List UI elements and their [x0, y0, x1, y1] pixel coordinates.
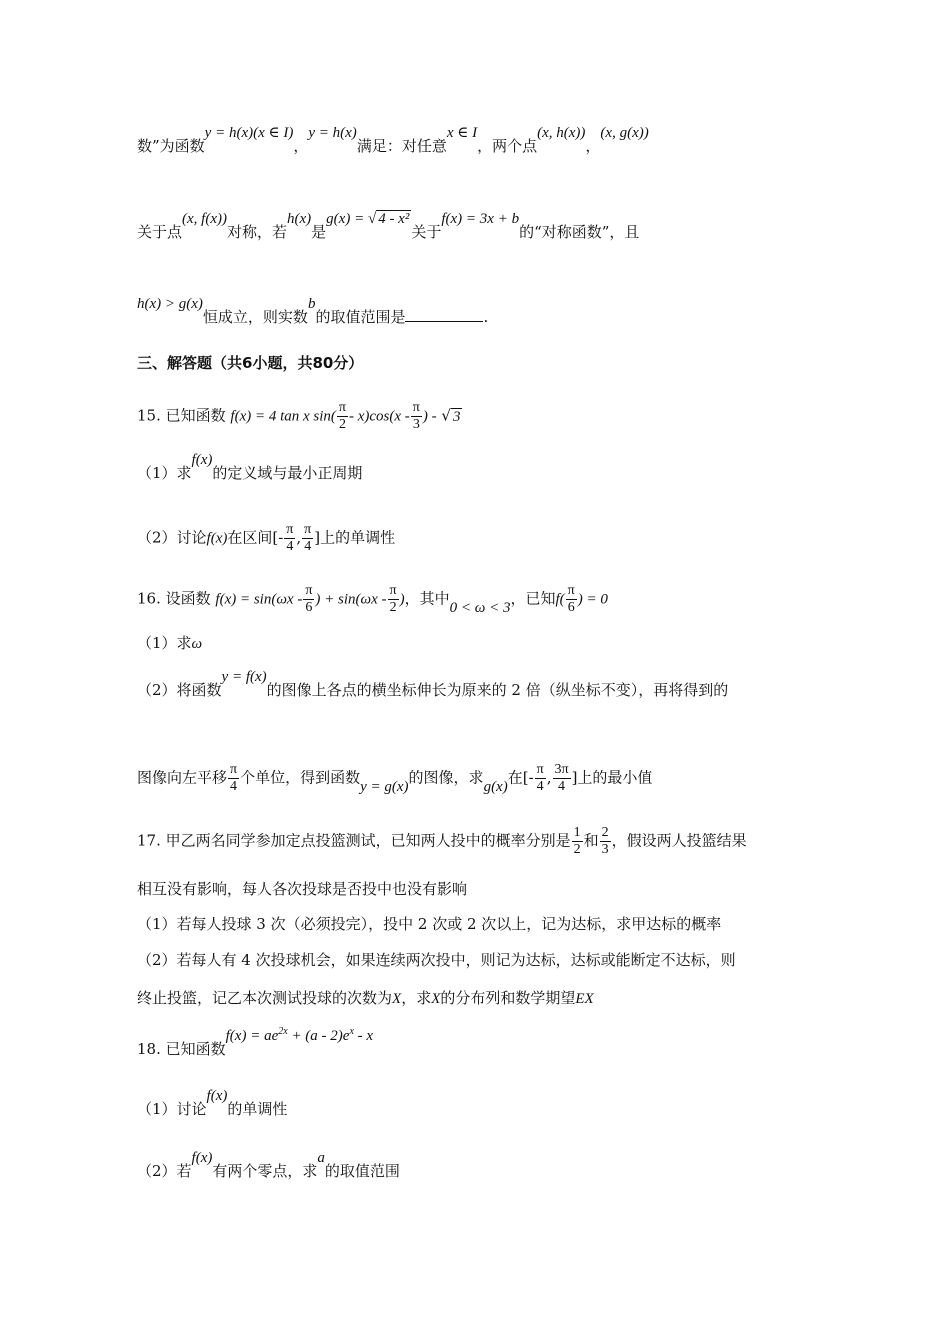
math: [226, 1028, 373, 1044]
text: 满足：对任意: [356, 137, 447, 155]
math: ) = 0: [577, 591, 608, 608]
q17-part-2: （2）若每人有 4 次投球机会，如果连续两次投中，则记为达标，达标或能断定不达标，则: [137, 951, 736, 969]
math: y = g(x): [360, 778, 409, 795]
fraction: [284, 522, 295, 555]
text: 个单位，得到函数: [240, 768, 361, 787]
fraction: [553, 762, 571, 795]
text: 17. 甲乙两名同学参加定点投篮测试，已知两人投中的概率分别是: [137, 831, 571, 850]
numerator: 1: [573, 825, 581, 840]
text: （2）将函数: [137, 681, 222, 699]
fraction: [535, 762, 546, 795]
text: 的取值范围是: [315, 308, 406, 326]
text: ，已知: [510, 589, 556, 608]
math-text: + (a - 2)e: [287, 1028, 350, 1044]
numerator: 3π: [554, 762, 569, 777]
q16-part-2: [137, 669, 729, 701]
question-label: 15. 已知函数: [137, 406, 226, 425]
fraction: [566, 583, 577, 616]
q17-stem: [137, 825, 747, 858]
q16-part-1: [137, 633, 202, 654]
text: 数”为函数: [137, 137, 205, 155]
fraction: [302, 522, 313, 555]
text: ,: [546, 768, 552, 787]
denominator: 4: [304, 539, 312, 554]
math: x ∈ I: [446, 125, 478, 141]
math: f(x): [191, 452, 213, 468]
math: f(: [555, 591, 565, 608]
math: b: [307, 296, 316, 312]
q17-stem-cont: 相互没有影响，每人各次投球是否投中也没有影响: [137, 880, 468, 898]
text: 在区间[-: [227, 528, 284, 547]
math: y = h(x)(x ∈ I): [204, 125, 294, 141]
numerator: π: [305, 583, 313, 598]
math: (x, g(x)): [600, 125, 649, 141]
text: 终止投篮，记乙本次测试投球的次数为: [137, 989, 393, 1007]
math: g(x) = √ 4 - x²: [326, 211, 410, 227]
text: （1）求: [137, 464, 192, 482]
text: 关于点: [137, 223, 183, 241]
text: 的“对称函数”，且: [519, 223, 640, 241]
q16-stem: [137, 583, 608, 616]
superscript: 2x: [278, 1026, 288, 1037]
math: f(x) = sin(ωx -: [215, 591, 303, 608]
question-label: 16. 设函数: [137, 589, 211, 608]
q16-part-2-cont: [137, 762, 652, 795]
text: ，: [585, 137, 601, 155]
math: h(x): [287, 211, 312, 227]
text: ，假设两人投篮结果: [611, 831, 747, 850]
fraction: [228, 762, 239, 795]
math: f(x): [206, 530, 228, 547]
q15-part-2: [137, 522, 395, 555]
math: X: [392, 991, 402, 1007]
text: 是: [311, 223, 327, 241]
denominator: 2: [338, 417, 346, 432]
text: ]上的单调性: [314, 528, 396, 547]
fraction: [303, 583, 314, 616]
text: 的图像上各点的横坐标伸长为原来的 2 倍（纵坐标不变），再将得到的: [266, 681, 729, 699]
numerator: π: [286, 522, 294, 537]
text: ，求: [401, 989, 432, 1007]
denominator: 6: [567, 600, 575, 615]
answer-blank: [405, 307, 483, 322]
text: 图像向左平移: [137, 768, 228, 787]
math: ): [399, 591, 405, 608]
q17-part-1: （1）若每人投球 3 次（必须投完），投中 2 次或 2 次以上，记为达标，求甲达标的概率: [137, 915, 722, 933]
math: g(x): [483, 778, 508, 795]
q15-part-1: [137, 452, 363, 484]
math-text: f(x) = ae: [225, 1028, 279, 1044]
denominator: 3: [601, 842, 609, 857]
numerator: π: [412, 400, 420, 415]
q14-line-3: [137, 296, 489, 328]
math-text: - x: [353, 1028, 374, 1044]
text: ,: [296, 528, 302, 547]
text: .: [483, 308, 489, 326]
math: f(x) = 4 tan x sin(: [230, 408, 336, 425]
math: y = f(x): [221, 669, 267, 685]
text: ，其中: [404, 589, 450, 608]
text: （2）若: [137, 1162, 192, 1180]
fraction: [337, 400, 348, 433]
math: f(x): [191, 1150, 213, 1166]
text: 的图像，求: [408, 768, 484, 787]
math: f(x) = 3x + b: [441, 211, 520, 227]
math: f(x): [206, 1088, 228, 1104]
text: 的取值范围: [324, 1162, 400, 1180]
text: 恒成立，则实数: [202, 308, 308, 326]
text: ，: [293, 137, 309, 155]
math: 0 < ω < 3: [449, 599, 511, 616]
math: - x)cos(x -: [349, 408, 410, 425]
math: a: [317, 1150, 325, 1166]
q15-stem: 15. 已知函数 f(x) = 4 tan x sin( $\frac{\pi}{2}$ - x)cos(x - $\frac{\pi}{3}$ ) - √ 3: [137, 400, 461, 432]
denominator: 3: [412, 417, 420, 432]
numerator: π: [304, 522, 312, 537]
denominator: 2: [389, 600, 397, 615]
math: (x, h(x)): [537, 125, 586, 141]
numerator: π: [230, 762, 238, 777]
q14-line-2: [137, 211, 640, 243]
section-title: 三、解答题（共6小题，共80分）: [137, 354, 364, 372]
text: 对称，若: [226, 223, 287, 241]
math: ω: [191, 636, 203, 652]
radicand: 3: [452, 408, 461, 425]
math: EX: [575, 991, 594, 1007]
fraction: [600, 825, 611, 858]
math: h(x) > g(x): [137, 296, 203, 312]
numerator: π: [536, 762, 544, 777]
q17-part-2-cont: [137, 988, 594, 1009]
text: （2）讨论: [137, 528, 207, 547]
math: ) + sin(ωx -: [315, 591, 387, 608]
denominator: 4: [230, 779, 238, 794]
fraction: [411, 400, 422, 433]
text: 和: [583, 831, 599, 850]
numerator: π: [567, 583, 575, 598]
math: X: [431, 991, 441, 1007]
denominator: 4: [286, 539, 294, 554]
text: （1）讨论: [137, 1100, 207, 1118]
numerator: π: [338, 400, 346, 415]
fraction: [388, 583, 399, 616]
text: 在[-: [507, 768, 534, 787]
math: y = h(x): [308, 125, 357, 141]
math: (x, f(x)): [182, 211, 227, 227]
numerator: 2: [601, 825, 609, 840]
text: ，两个点: [477, 137, 538, 155]
superscript: x: [349, 1026, 354, 1037]
q18-stem: [137, 1026, 374, 1060]
numerator: π: [389, 583, 397, 598]
denominator: 4: [536, 779, 544, 794]
text: 有两个零点，求: [212, 1162, 318, 1180]
text: 的分布列和数学期望: [440, 989, 576, 1007]
text: 的定义域与最小正周期: [212, 464, 363, 482]
math: ) -: [422, 408, 437, 425]
text: （1）求: [137, 634, 192, 652]
math-text: g(x) =: [326, 211, 368, 227]
radicand: 4 - x²: [378, 211, 410, 227]
text: ]上的最小值: [571, 768, 653, 787]
question-label: 18. 已知函数: [137, 1040, 226, 1058]
denominator: 4: [558, 779, 566, 794]
q18-part-2: [137, 1150, 400, 1182]
fraction: [572, 825, 583, 858]
text: 关于: [411, 223, 442, 241]
text: 的单调性: [227, 1100, 288, 1118]
denominator: 6: [305, 600, 313, 615]
q14-line-1: [137, 125, 649, 157]
q18-part-1: [137, 1088, 288, 1120]
denominator: 2: [573, 842, 581, 857]
